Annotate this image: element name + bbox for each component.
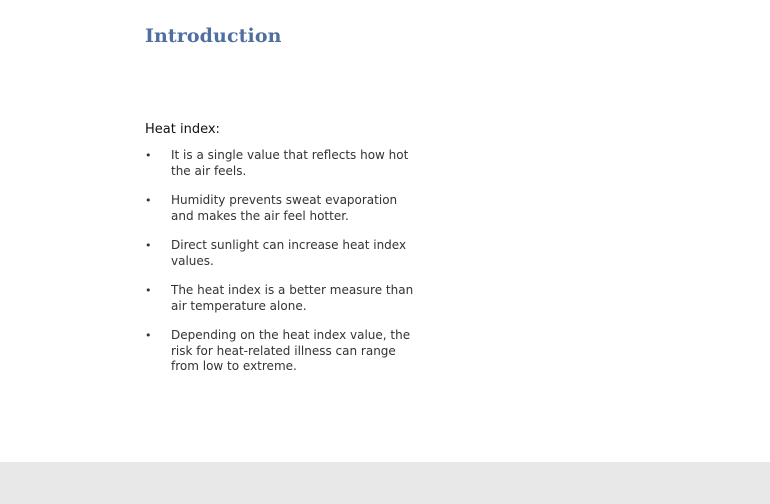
bullet-icon: • (145, 149, 152, 162)
list-item (145, 238, 415, 269)
bullet-icon: • (145, 194, 152, 207)
footer-bar (0, 462, 770, 504)
bullet-icon: • (145, 329, 152, 342)
bullet-list (145, 148, 415, 389)
bullet-icon: • (145, 284, 152, 297)
section-heading: Heat index: (145, 122, 220, 137)
list-item-text: Direct sunlight can increase heat index values. (171, 238, 407, 268)
list-item (145, 283, 415, 314)
list-item-text: Humidity prevents sweat evaporation and makes the air feel hotter. (171, 193, 398, 223)
bullet-icon: • (145, 239, 152, 252)
list-item-text: The heat index is a better measure than air temperature alone. (171, 283, 414, 313)
list-item-text: Depending on the heat index value, the risk for heat-related illness can range from low to extreme. (171, 328, 411, 373)
list-item (145, 148, 415, 179)
page-title: Introduction (145, 25, 282, 47)
list-item-text: It is a single value that reflects how hot the air feels. (171, 148, 409, 178)
list-item (145, 328, 415, 375)
list-item (145, 193, 415, 224)
